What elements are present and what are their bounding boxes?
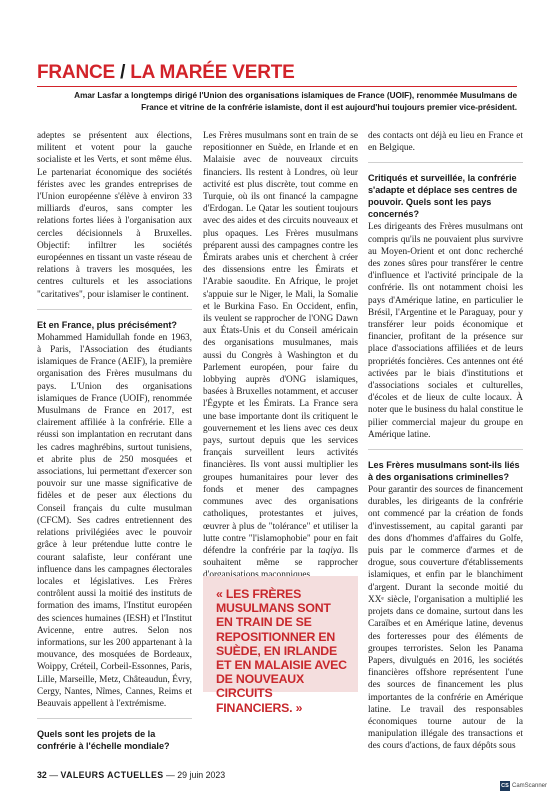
page-number: 32 [37, 770, 47, 780]
caption-text: a longtemps dirigé l'Union des organisations islamiques de France (UOIF), renommée Musulmans de France et vitrine de la confrérie islamiste, dont il est aujourd'hui toujours premier vice-président. [121, 91, 517, 112]
question-heading: Les Frères musulmans sont-ils liés à des organisations criminelles? [368, 460, 520, 483]
paragraph: Les dirigeants des Frères musulmans ont compris qu'ils ne pouvaient plus survivre au Moyen-Orient et ont donc recherché des zones sûres pour transférer le centre d'influence et l'activité principale de la confrérie. Ils ont notamment choisi les pays d'Amérique latine, en particulier le Brésil, l'Argentine et le Paraguay, pour y transférer leur poids économique et financier, profitant de la présence sur place d'associations affiliées et de leurs propriétés foncières. Ces antennes ont été activées par le biais d'institutions et d'associations sociales et culturelles, d'écoles et de lieux de culte locaux. À noter que le business du halal constitue le pilier commercial majeur du groupe en Amérique latine. [368, 222, 523, 440]
scanner-watermark [500, 781, 547, 791]
paragraph [203, 130, 358, 582]
footer-separator: — [46, 770, 61, 780]
article-column-3 [368, 130, 523, 753]
magazine-name: VALEURS ACTUELLES [60, 770, 164, 780]
scanner-label: CamScanner [511, 783, 547, 789]
scanner-logo-icon: CS [501, 783, 509, 789]
photo-caption [47, 90, 517, 113]
page-footer [37, 770, 225, 780]
paragraph-text: . Ils souhaitent même se rapprocher [203, 545, 358, 569]
section-divider [368, 162, 523, 163]
section-name: FRANCE [37, 62, 115, 83]
italic-term: taqiya [318, 545, 342, 556]
article-column-2 [203, 130, 358, 582]
question-heading: Et en France, plus précisément? [37, 319, 177, 330]
paragraph: Pour garantir des sources de financement durables, les dirigeants de la confrérie ont commencé par la création de fonds d'investissement, au capital garanti par des dons d'hommes d'affaires du Golfe, puis par le commerce d'armes et de drogue, sous couverture d'établissements islamiques, et enfin par le blanchiment d'argent. Durant la seconde moitié du XXᵉ siècle, l'organisation a multiplié les projets dans ce domaine, surtout dans les Caraïbes et en Amérique latine, devenus des forteresses pour des éléments de groupes terroristes. Selon les Panama Papers, divulgués en 2016, les sociétés financières offshore représentent l'une des sources de financement les plus importantes de la confrérie en Amérique latine. Le travail des responsables économiques tourne autour de la manipulation illégale des transactions et des cours d'actions, de faux dépôts sous [368, 485, 523, 752]
footer-separator: — [163, 770, 178, 780]
section-title [37, 62, 295, 84]
pull-quote-text: « LES FRÈRES MUSULMANS SONT EN TRAIN DE SE REPOSITIONNER EN SUÈDE, EN IRLANDE ET EN MALAISIE AVEC DE NOUVEAUX CIRCUITS FINANCIERS. » [216, 587, 347, 715]
issue-date: 29 juin 2023 [177, 770, 226, 780]
article-column-1 [37, 130, 192, 753]
section-divider [368, 449, 523, 450]
section-divider [37, 718, 192, 719]
section-subtitle: LA MARÉE VERTE [130, 62, 295, 83]
section-divider [37, 309, 192, 310]
paragraph: Mohammed Hamidullah fonde en 1963, à Paris, l'Association des étudiants islamiques de France (AEIF), la première organisation des Frères musulmans du pays. L'Union des organisations islamiques de France (UOIF), renommée Musulmans de France en 2017, est clairement affiliée à la confrérie. Elle a réussi son implantation en recrutant dans les cadres maghrébins, surtout tunisiens, et abrite plus de 250 mosquées et associations, lui permettant d'exercer son pouvoir sur une masse significative de fidèles et de peser aux élections du Conseil français du culte musulman (CFCM). Ses cadres entretiennent des relations privilégiées avec le pouvoir grâce à leur prétendue lutte contre le courant salafiste, leur conférant une influence dans les campagnes électorales locales et législatives. Les Frères contrôlent aussi la moitié des instituts de formation des imams, l'Institut européen des sciences humaines (IESH) et l'Institut Avicenne, entre autres. Selon nos informations, sur les 200 appartenant à la mouvance, des mosquées de Bordeaux, Woippy, Créteil, Corbeil-Essonnes, Paris, Lille, Marseille, Metz, Châteaudun, Évry, Cergy, Nantes, Nîmes, Cannes, Reims et Beauvais appellent à l'extrémisme. [37, 332, 192, 709]
caption-name: Amar Lasfar [74, 91, 122, 100]
question-heading: Quels sont les projets de la confrérie à l'échelle mondiale? [37, 729, 170, 752]
pull-quote [203, 576, 358, 715]
title-separator: / [120, 62, 126, 83]
article-header [37, 52, 517, 126]
title-divider [37, 86, 517, 87]
paragraph: des contacts ont déjà eu lieu en France et en Belgique. [368, 131, 523, 154]
question-heading: Critiqués et surveillée, la confrérie s'adapte et déplace ses centres de pouvoir. Quels sont les pays concernés? [368, 173, 518, 220]
paragraph: adeptes se présentent aux élections, militent et votent pour la gauche socialiste et les Verts, et sont même élus. Le partenariat économique des sociétés féristes avec les grandes entreprises de l'Union européenne s'élève à environ 33 milliards d'euros, sans compter les relations fortes liées à l'organisation aux cercles décisionnels à Bruxelles. Objectif: infiltrer les sociétés européennes en tissant un vaste réseau de relations à travers les mosquées, les centres culturels et les associations "caritatives", pour islamiser le continent. [37, 131, 192, 300]
paragraph-text: Les Frères musulmans sont en train de se repositionner en Suède, en Irlande et en Malaisie avec de nouveaux circuits financiers. Ils restent à Londres, où leur activité est plus discrète, tout comme en Turquie, où ils ont financé la campagne d'Erdogan. Le Qatar les soutient toujours avec des aides et des circuits nouveaux et plus opaques. Les Frères musulmans préparent aussi des campagnes contre les Émirats arabes unis et cherchent à créer des dissensions entre les Émirats et l'Arabie saoudite. En Afrique, le projet s'appuie sur le Niger, le Mali, la Somalie et le Burkina Faso. En Occident, enfin, ils veulent se rapprocher de l'ONG Dawn aux États-Unis et du Conseil américain des organisations musulmanes, mais aussi du Congrès à Washington et du Parlement européen, pour faire du lobbying auprès d'ONG islamiques, basées à Bruxelles notamment, et accuser l'Égypte et les Émirats. La France sera une base importante dont ils critiquent le gouvernement et les liens avec ces deux pays, surtout depuis que les services français surveillent leurs activités financières. Ils vont aussi multiplier les groupes humanitaires pour lever des fonds et mener des campagnes communes avec des organisations catholiques, protestantes et juives, œuvrer à plus de "tolérance" et utiliser la lutte contre "l'islamophobie" pour en fait défendre la confrérie par la [203, 131, 358, 556]
